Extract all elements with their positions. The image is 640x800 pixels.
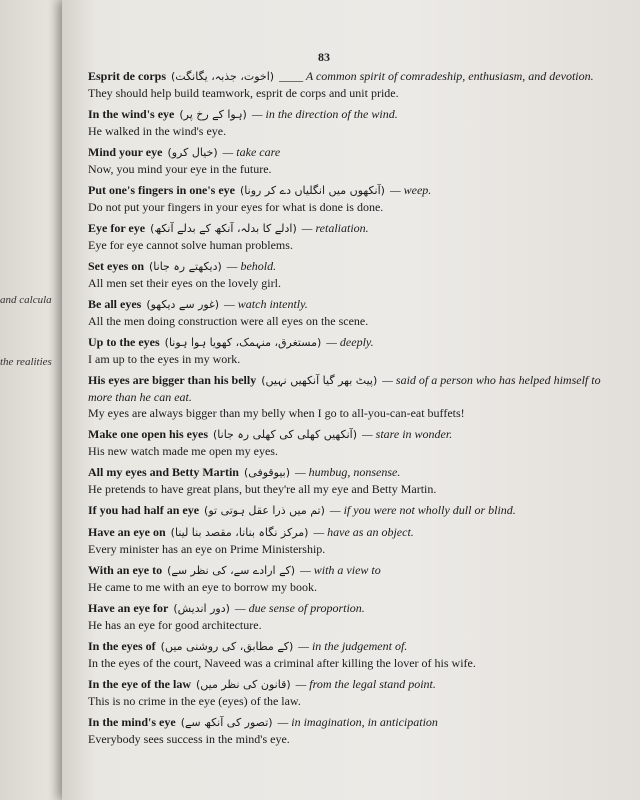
idiom-meaning: — humbug, nonsense.: [295, 465, 401, 479]
idiom-term: In the mind's eye: [88, 715, 176, 729]
idiom-heading: [88, 296, 608, 313]
idiom-urdu-translation: (تصور کی آنکھ سے): [180, 716, 273, 729]
idiom-meaning: — if you were not wholly dull or blind.: [329, 503, 516, 517]
idiom-example: He has an eye for good architecture.: [88, 618, 262, 632]
idiom-example: All the men doing construction were all eyes on the scene.: [88, 314, 369, 328]
idiom-urdu-translation: (مستغرق، منہمک، کھویا ہوا ہونا): [164, 336, 322, 349]
idiom-urdu-translation: (دیکھتے رہ جانا): [149, 260, 222, 273]
idiom-entry: [88, 464, 608, 497]
idiom-heading: [88, 258, 608, 275]
idiom-meaning: — from the legal stand point.: [295, 677, 436, 691]
idiom-heading: [88, 426, 608, 443]
idiom-entry: [88, 334, 608, 367]
idiom-urdu-translation: (قانون کی نظر میں): [195, 678, 291, 691]
idiom-example: Every minister has an eye on Prime Ministership.: [88, 542, 326, 556]
idiom-urdu-translation: (بیوقوفی): [243, 466, 290, 479]
idiom-entry: [88, 68, 608, 101]
idiom-urdu-translation: (ہوا کے رخ پر): [179, 108, 247, 121]
idiom-urdu-translation: (اخوت، جذبہ، یگانگت): [171, 70, 275, 83]
idiom-heading: [88, 106, 608, 123]
idiom-term: Eye for eye: [88, 221, 146, 235]
idiom-meaning: — with a view to: [300, 563, 381, 577]
idiom-entry: [88, 220, 608, 253]
idiom-example: Eye for eye cannot solve human problems.: [88, 238, 293, 252]
idiom-entry: [88, 258, 608, 291]
idiom-meaning: — retaliation.: [301, 221, 369, 235]
idiom-meaning: — deeply.: [326, 335, 374, 349]
idiom-entry: [88, 638, 608, 671]
idiom-heading: [88, 68, 608, 85]
idiom-entry: [88, 714, 608, 747]
idiom-term: Have an eye for: [88, 601, 169, 615]
idiom-term: Mind your eye: [88, 145, 163, 159]
idiom-meaning: — take care: [222, 145, 281, 159]
idiom-heading: [88, 600, 608, 617]
idiom-example: My eyes are always bigger than my belly when I go to all-you-can-eat buffets!: [88, 406, 465, 420]
idiom-example: I am up to the eyes in my work.: [88, 352, 241, 366]
idiom-term: In the eyes of: [88, 639, 156, 653]
idiom-entry: [88, 106, 608, 139]
idiom-term: Make one open his eyes: [88, 427, 208, 441]
idiom-example: Do not put your fingers in your eyes for what is done is done.: [88, 200, 384, 214]
idiom-meaning: — watch intently.: [224, 297, 308, 311]
idiom-urdu-translation: (پیٹ بھر گیا آنکھیں نہیں): [261, 374, 378, 387]
idiom-heading: [88, 144, 608, 161]
idiom-term: All my eyes and Betty Martin: [88, 465, 239, 479]
idiom-example: Everybody sees success in the mind's eye.: [88, 732, 290, 746]
previous-page-fragment: the realities: [0, 356, 52, 368]
idiom-entry: [88, 144, 608, 177]
idiom-term: Put one's fingers in one's eye: [88, 183, 235, 197]
idiom-heading: [88, 182, 608, 199]
idiom-urdu-translation: (ادلے کا بدلہ، آنکھ کے بدلے آنکھ): [150, 222, 297, 235]
idiom-urdu-translation: (مرکز نگاہ بنانا، مقصد بنا لینا): [170, 526, 309, 539]
idiom-term: In the wind's eye: [88, 107, 175, 121]
idiom-term: Have an eye on: [88, 525, 166, 539]
idiom-term: Be all eyes: [88, 297, 142, 311]
idiom-entry: [88, 600, 608, 633]
idiom-heading: [88, 714, 608, 731]
page-number: 83: [318, 50, 330, 64]
idiom-entry: [88, 562, 608, 595]
idiom-term: Set eyes on: [88, 259, 144, 273]
idiom-meaning: — weep.: [389, 183, 432, 197]
idiom-list: [88, 68, 608, 752]
idiom-example: His new watch made me open my eyes.: [88, 444, 278, 458]
idiom-urdu-translation: (کے ارادے سے، کی نظر سے): [167, 564, 296, 577]
idiom-meaning: — due sense of proportion.: [234, 601, 365, 615]
idiom-heading: [88, 524, 608, 541]
idiom-heading: [88, 502, 608, 519]
idiom-example: All men set their eyes on the lovely girl.: [88, 276, 281, 290]
idiom-example: In the eyes of the court, Naveed was a criminal after killing the lover of his wife.: [88, 656, 476, 670]
idiom-entry: [88, 676, 608, 709]
idiom-example: This is no crime in the eye (eyes) of the law.: [88, 694, 301, 708]
idiom-meaning: — have as an object.: [313, 525, 414, 539]
idiom-term: In the eye of the law: [88, 677, 191, 691]
idiom-term: With an eye to: [88, 563, 163, 577]
idiom-entry: [88, 502, 608, 519]
idiom-heading: [88, 220, 608, 237]
idiom-term: If you had half an eye: [88, 503, 200, 517]
idiom-heading: [88, 562, 608, 579]
idiom-meaning: — in the judgement of.: [298, 639, 408, 653]
idiom-term: Esprit de corps: [88, 69, 166, 83]
idiom-meaning: — in imagination, in anticipation: [277, 715, 438, 729]
idiom-entry: [88, 426, 608, 459]
idiom-example: He came to me with an eye to borrow my book.: [88, 580, 317, 594]
idiom-heading: [88, 676, 608, 693]
previous-page-fragment: and calcula: [0, 294, 52, 306]
idiom-meaning: — said of a person who has helped himself to more than he can eat.: [88, 373, 601, 404]
idiom-entry: [88, 182, 608, 215]
idiom-term: His eyes are bigger than his belly: [88, 373, 257, 387]
idiom-example: He walked in the wind's eye.: [88, 124, 227, 138]
idiom-example: He pretends to have great plans, but they're all my eye and Betty Martin.: [88, 482, 437, 496]
idiom-example: They should help build teamwork, esprit de corps and unit pride.: [88, 86, 399, 100]
idiom-entry: [88, 372, 608, 421]
idiom-example: Now, you mind your eye in the future.: [88, 162, 272, 176]
idiom-term: Up to the eyes: [88, 335, 160, 349]
idiom-urdu-translation: (خیال کرو): [167, 146, 218, 159]
idiom-heading: [88, 638, 608, 655]
idiom-entry: [88, 296, 608, 329]
idiom-meaning: — stare in wonder.: [361, 427, 453, 441]
idiom-urdu-translation: (غور سے دیکھو): [146, 298, 220, 311]
idiom-urdu-translation: (کے مطابق، کی روشنی میں): [160, 640, 294, 653]
idiom-meaning: — in the direction of the wind.: [251, 107, 398, 121]
idiom-urdu-translation: (تم میں ذرا عقل ہوتی تو): [204, 504, 325, 517]
idiom-urdu-translation: (دور اندیش): [173, 602, 230, 615]
idiom-heading: [88, 334, 608, 351]
idiom-meaning: ____ A common spirit of comradeship, enthusiasm, and devotion.: [279, 69, 594, 83]
idiom-entry: [88, 524, 608, 557]
idiom-heading: [88, 372, 608, 405]
idiom-urdu-translation: (آنکھوں میں انگلیاں دے کر رونا): [240, 184, 385, 197]
idiom-meaning: — behold.: [226, 259, 277, 273]
idiom-urdu-translation: (آنکھیں کھلی کی کھلی رہ جانا): [213, 428, 357, 441]
idiom-heading: [88, 464, 608, 481]
